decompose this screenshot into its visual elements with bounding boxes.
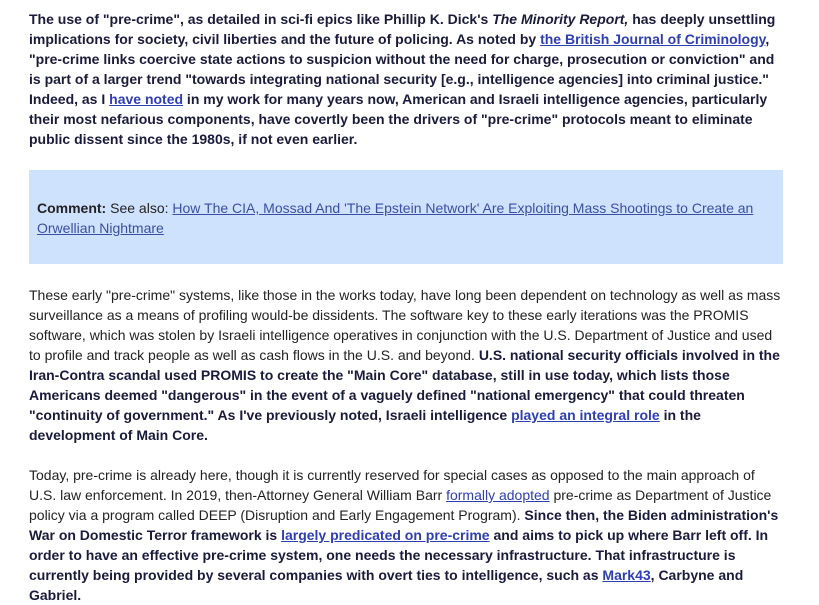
paragraph-intro	[29, 9, 785, 149]
intro-text-2: has deeply unsettling implications for society, civil liberties and the future of policing. As noted by	[29, 11, 776, 47]
promis-text-1: These early "pre-crime" systems, like those in the works today, have long been dependent on technology as well as mass surveillance as a means of profiling would-be dissidents. The software key to these early iterations was the PROMIS software, which was stolen by Israeli intelligence operatives in conjunction with the U.S. Department of Justice and used to profile and track people as well as cash flows in the U.S. and beyond.	[29, 287, 781, 363]
article-body	[29, 8, 785, 605]
today-bold-text-1: Since then, the Biden administration's War on Domestic Terror framework is	[29, 507, 779, 543]
comment-article-link[interactable]: How The CIA, Mossad And 'The Epstein Network' Are Exploiting Mass Shootings to Create an Orwellian Nightmare	[37, 200, 754, 236]
british-journal-link[interactable]: the British Journal of Criminology	[540, 31, 766, 47]
today-text-1: Today, pre-crime is already here, though it is currently reserved for special cases as opposed to the main approach of U.S. law enforcement. In 2019, then-Attorney General William Barr	[29, 467, 755, 503]
comment-label: Comment:	[37, 200, 107, 216]
promis-bold-text-2: in the development of Main Core.	[29, 407, 701, 443]
have-noted-link[interactable]: have noted	[109, 91, 184, 107]
today-bold-text-2: and aims to pick up where Barr left off. In order to have an effective pre-crime system, one needs the necessary infrastructure. That infrastructure is currently being provided by several companies with overt ties to intelligence, such as	[29, 527, 769, 583]
promis-bold-text-1: U.S. national security officials involved in the Iran-Contra scandal used PROMIS to create the "Main Core" database, still in use today, which lists those Americans deemed "dangerous" in the event of a vaguely defined "national emergency" that could threaten "continuity of government." As I've previously noted, Israeli intelligence	[29, 347, 780, 423]
intro-text-3: , "pre-crime links coercive state actions to suspicion without the need for charge, prosecution or conviction" and is part of a larger trend "towards integrating national security [e.g., intelligence agencies] into criminal justice." Indeed, as I	[29, 31, 775, 107]
today-bold-text-3: , Carbyne and Gabriel.	[29, 567, 744, 603]
mark43-link[interactable]: Mark43	[602, 567, 651, 583]
comment-text	[37, 198, 775, 238]
book-title: The Minority Report,	[492, 11, 629, 27]
paragraph-promis	[29, 285, 785, 445]
formally-adopted-link[interactable]: formally adopted	[446, 487, 550, 503]
comment-box	[29, 170, 783, 264]
largely-predicated-link[interactable]: largely predicated on pre-crime	[281, 527, 490, 543]
intro-text-1: The use of "pre-crime", as detailed in sci-fi epics like Phillip K. Dick's	[29, 11, 493, 27]
comment-see-also: See also:	[106, 200, 173, 216]
intro-text-4: in my work for many years now, American and Israeli intelligence agencies, particularly their most nefarious components, have covertly been the drivers of "pre-crime" protocols meant to eliminate public dissent since the 1980s, if not even earlier.	[29, 91, 768, 147]
paragraph-today	[29, 465, 785, 605]
today-text-2: pre-crime as Department of Justice policy via a program called DEEP (Disruption and Early Engagement Program).	[29, 487, 772, 523]
integral-role-link[interactable]: played an integral role	[511, 407, 660, 423]
